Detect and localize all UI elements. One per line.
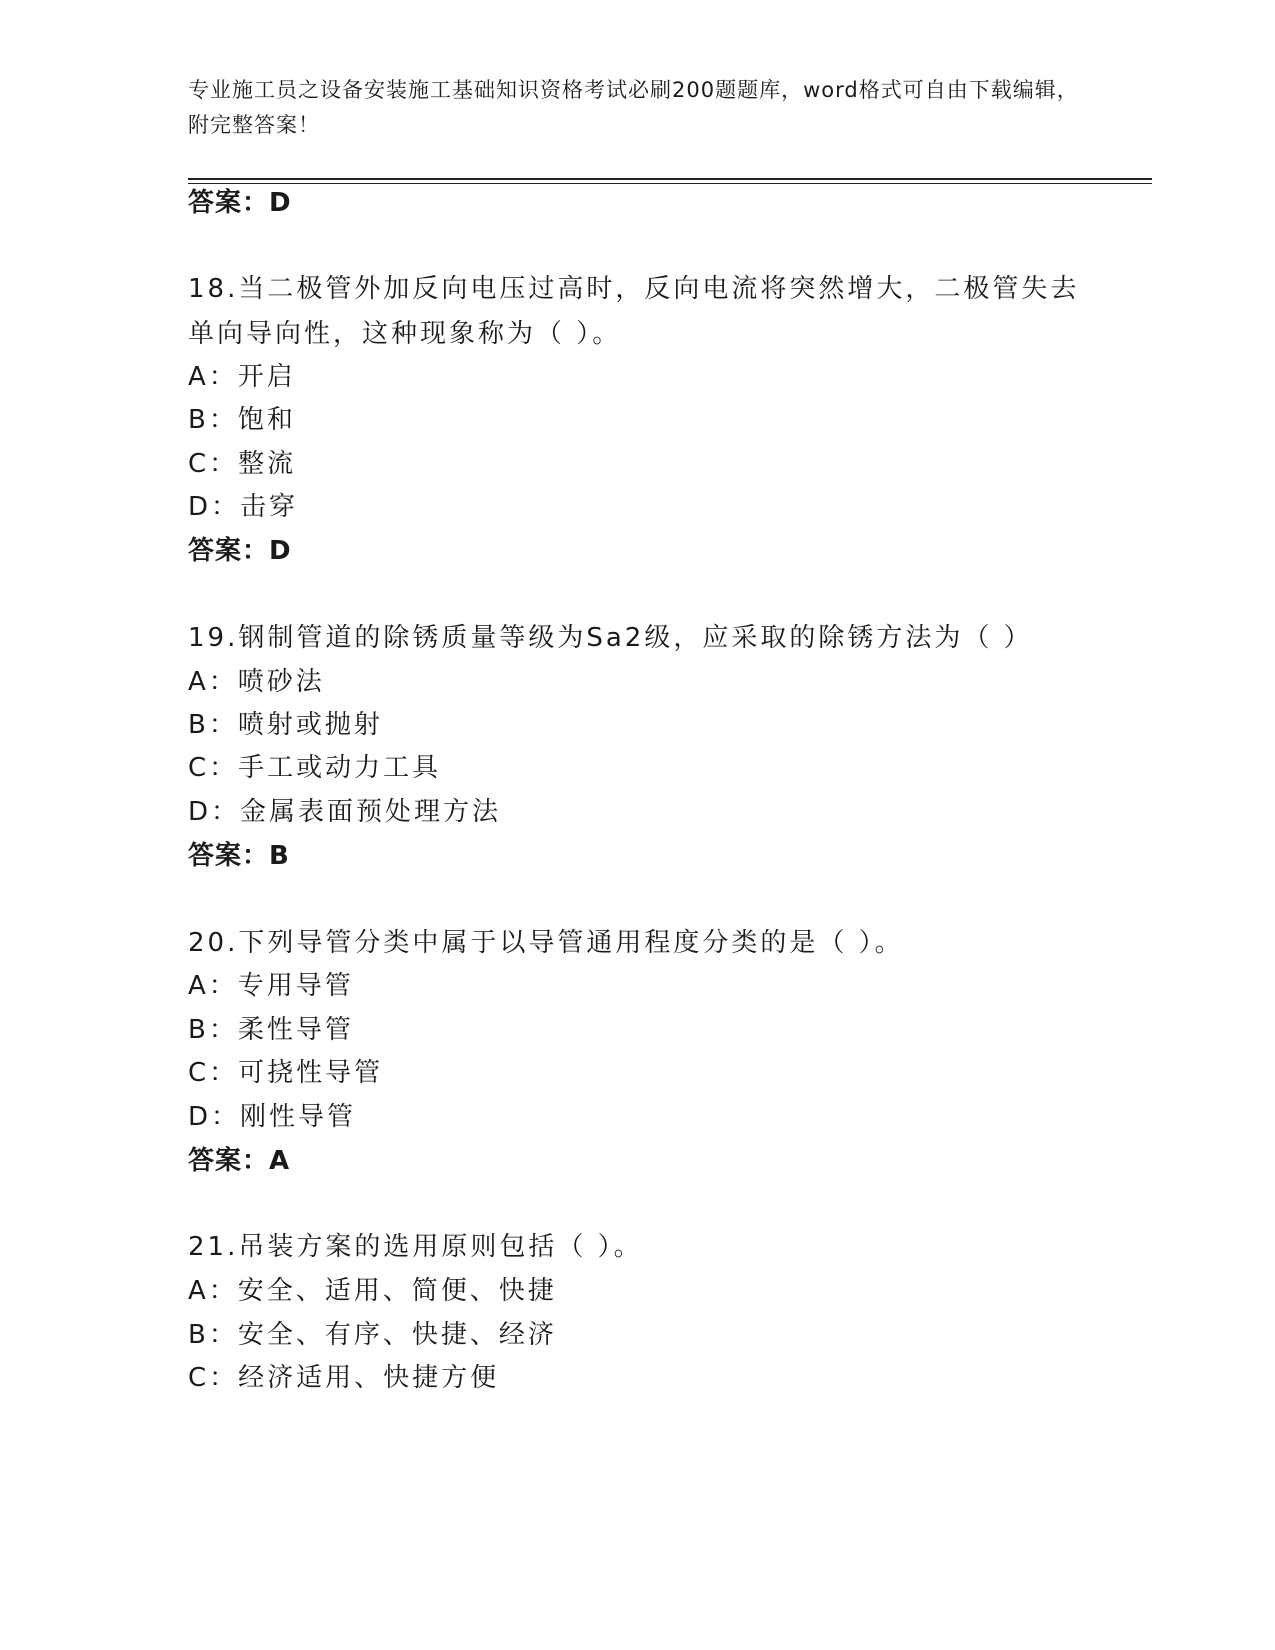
answer-line: 答案：A bbox=[188, 1146, 291, 1176]
option-d: D：刚性导管 bbox=[188, 1102, 357, 1132]
question-stem: 21.吊装方案的选用原则包括（ ）。 bbox=[188, 1232, 643, 1262]
option-d: D：金属表面预处理方法 bbox=[188, 797, 502, 827]
question-stem: 18.当二极管外加反向电压过高时，反向电流将突然增大，二极管失去单向导向性，这种现象称为（ ）。 bbox=[188, 274, 1080, 349]
answer-line: 答案：D bbox=[188, 536, 292, 566]
header-divider bbox=[188, 178, 1152, 180]
answer-line: 答案：B bbox=[188, 841, 290, 871]
option-d: D：击穿 bbox=[188, 492, 299, 522]
header-divider-thin bbox=[188, 183, 1152, 184]
option-a: A：开启 bbox=[188, 362, 296, 392]
question-stem: 20.下列导管分类中属于以导管通用程度分类的是（ ）。 bbox=[188, 928, 904, 958]
document-header: 专业施工员之设备安装施工基础知识资格考试必刷200题题库，word格式可自由下载编辑，附完整答案！ bbox=[188, 78, 1079, 137]
answer-line: 答案：D bbox=[188, 188, 292, 218]
option-b: B：柔性导管 bbox=[188, 1015, 354, 1045]
option-a: A：安全、适用、简便、快捷 bbox=[188, 1276, 557, 1306]
question-stem: 19.钢制管道的除锈质量等级为Sa2级，应采取的除锈方法为（ ） bbox=[188, 623, 1033, 653]
option-b: B：安全、有序、快捷、经济 bbox=[188, 1320, 557, 1350]
option-a: A：喷砂法 bbox=[188, 667, 325, 697]
option-c: C：经济适用、快捷方便 bbox=[188, 1363, 500, 1393]
option-c: C：可挠性导管 bbox=[188, 1058, 384, 1088]
option-b: B：喷射或抛射 bbox=[188, 710, 383, 740]
option-c: C：手工或动力工具 bbox=[188, 753, 442, 783]
option-c: C：整流 bbox=[188, 449, 297, 479]
option-a: A：专用导管 bbox=[188, 971, 354, 1001]
option-b: B：饱和 bbox=[188, 405, 296, 435]
